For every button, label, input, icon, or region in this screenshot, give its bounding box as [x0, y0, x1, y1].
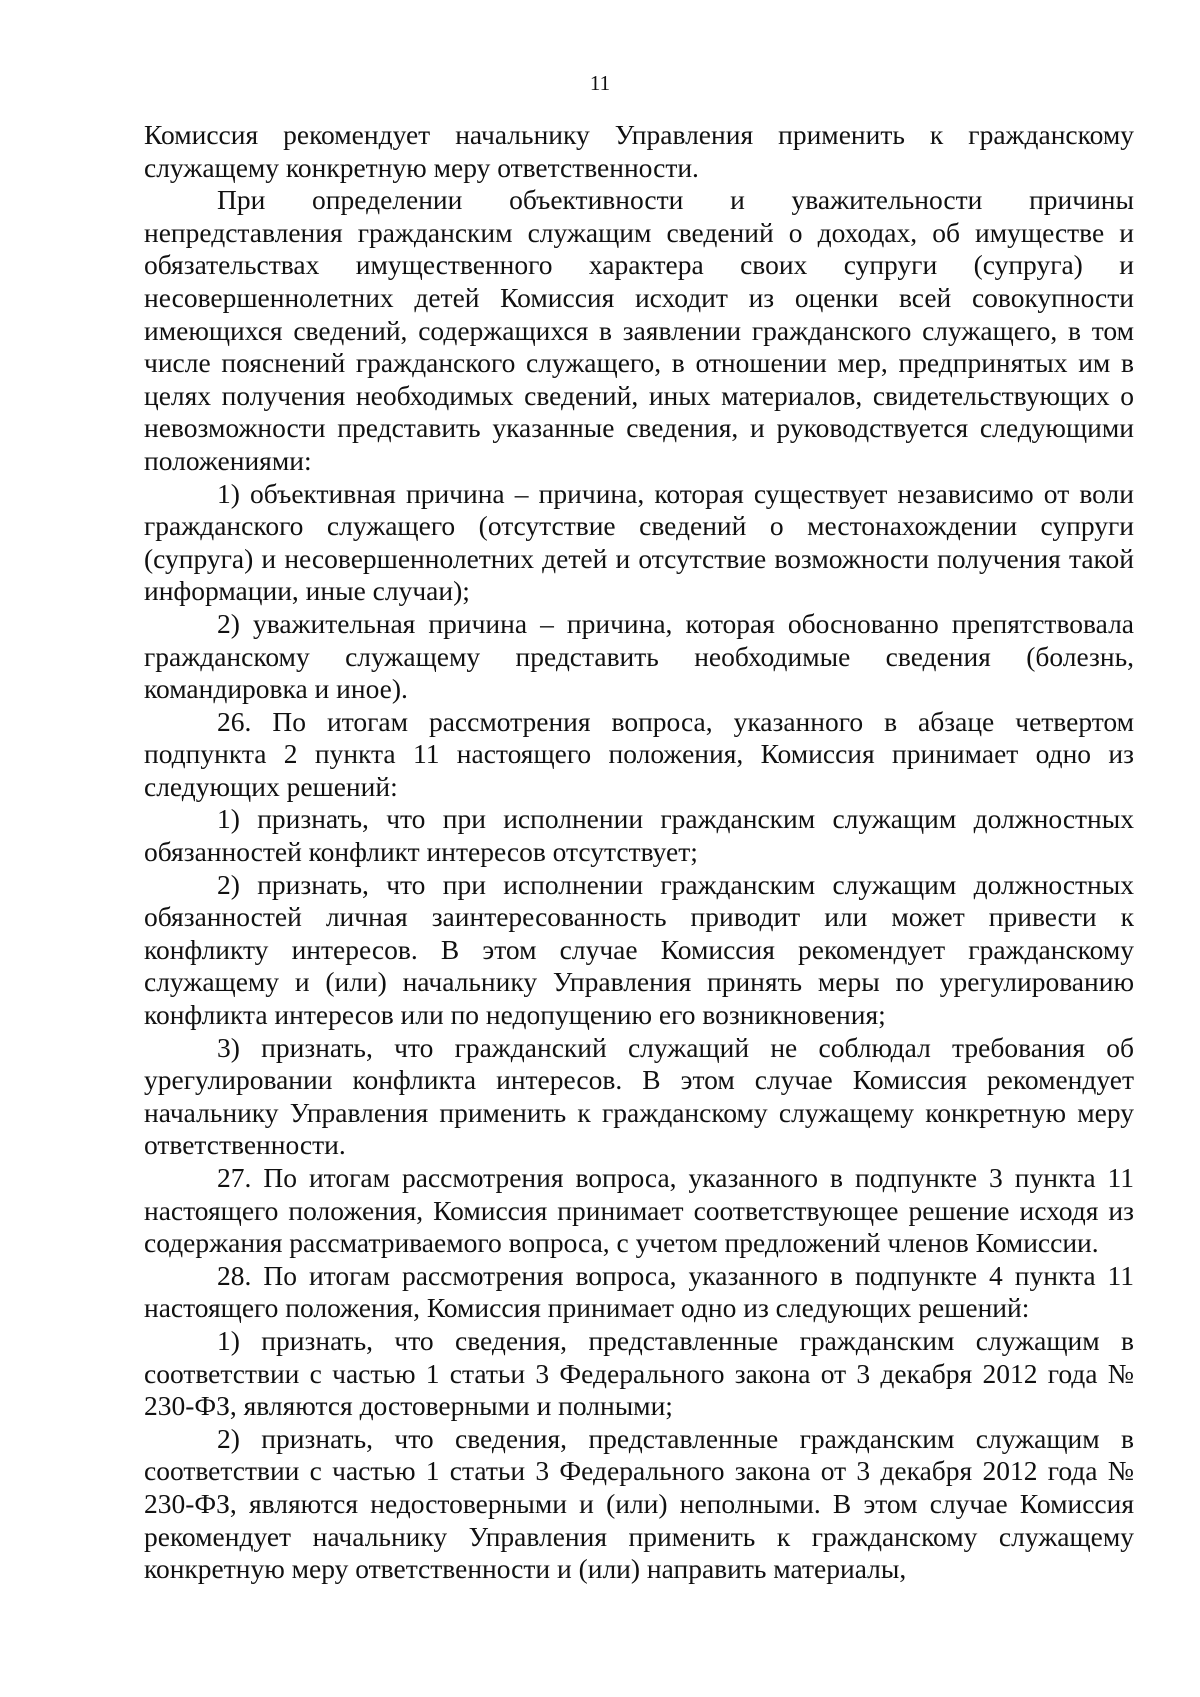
- paragraph: 2) признать, что сведения, представленные гражданским служащим в соответствии с частью 1 статьи 3 Федерального закона от 3 декабря 2012 года № 230-ФЗ, являются недостоверными и (или) неполными. В этом случае Комиссия рекомендует начальнику Управления применить к гражданскому служащему конкретную меру ответственности и (или) направить материалы,: [144, 1422, 1134, 1585]
- paragraph: Комиссия рекомендует начальнику Управления применить к гражданскому служащему конкретную меру ответственности.: [144, 119, 1134, 183]
- paragraph: 1) объективная причина – причина, которая существует независимо от воли гражданского служащего (отсутствие сведений о местонахождении супруги (супруга) и несовершеннолетних детей и отсутствие возможности получения такой информации, иные случаи);: [144, 477, 1134, 607]
- paragraph: 28. По итогам рассмотрения вопроса, указанного в подпункте 4 пункта 11 настоящего положения, Комиссия принимает одно из следующих решений:: [144, 1259, 1134, 1324]
- document-body: [144, 119, 1134, 1586]
- paragraph: 2) уважительная причина – причина, которая обоснованно препятствовала гражданскому служащему представить необходимые сведения (болезнь, командировка и иное).: [144, 607, 1134, 705]
- page-number: 11: [589, 71, 611, 95]
- paragraph: 26. По итогам рассмотрения вопроса, указанного в абзаце четвертом подпункта 2 пункта 11 настоящего положения, Комиссия принимает одно из следующих решений:: [144, 705, 1134, 802]
- paragraph: 1) признать, что при исполнении гражданским служащим должностных обязанностей конфликт интересов отсутствует;: [144, 803, 1134, 868]
- paragraph: 2) признать, что при исполнении гражданским служащим должностных обязанностей личная заинтересованность приводит или может привести к конфликту интересов. В этом случае Комиссия рекомендует гражданскому служащему и (или) начальнику Управления принять меры по урегулированию конфликта интересов или по недопущению его возникновения;: [144, 868, 1134, 1031]
- paragraph: 1) признать, что сведения, представленные гражданским служащим в соответствии с частью 1 статьи 3 Федерального закона от 3 декабря 2012 года № 230-ФЗ, являются достоверными и полными;: [144, 1324, 1134, 1422]
- paragraph: При определении объективности и уважительности причины непредставления гражданским служащим сведений о доходах, об имуществе и обязательствах имущественного характера своих супруги (супруга) и несовершеннолетних детей Комиссия исходит из оценки всей совокупности имеющихся сведений, содержащихся в заявлении гражданского служащего, в том числе пояснений гражданского служащего, в отношении мер, предпринятых им в целях получения необходимых сведений, иных материалов, свидетельствующих о невозможности представить указанные сведения, и руководствуется следующими положениями:: [144, 184, 1134, 476]
- paragraph: 3) признать, что гражданский служащий не соблюдал требования об урегулировании конфликта интересов. В этом случае Комиссия рекомендует начальнику Управления применить к гражданскому служащему конкретную меру ответственности.: [144, 1031, 1134, 1161]
- paragraph: 27. По итогам рассмотрения вопроса, указанного в подпункте 3 пункта 11 настоящего положения, Комиссия принимает соответствующее решение исходя из содержания рассматриваемого вопроса, с учетом предложений членов Комиссии.: [144, 1162, 1134, 1259]
